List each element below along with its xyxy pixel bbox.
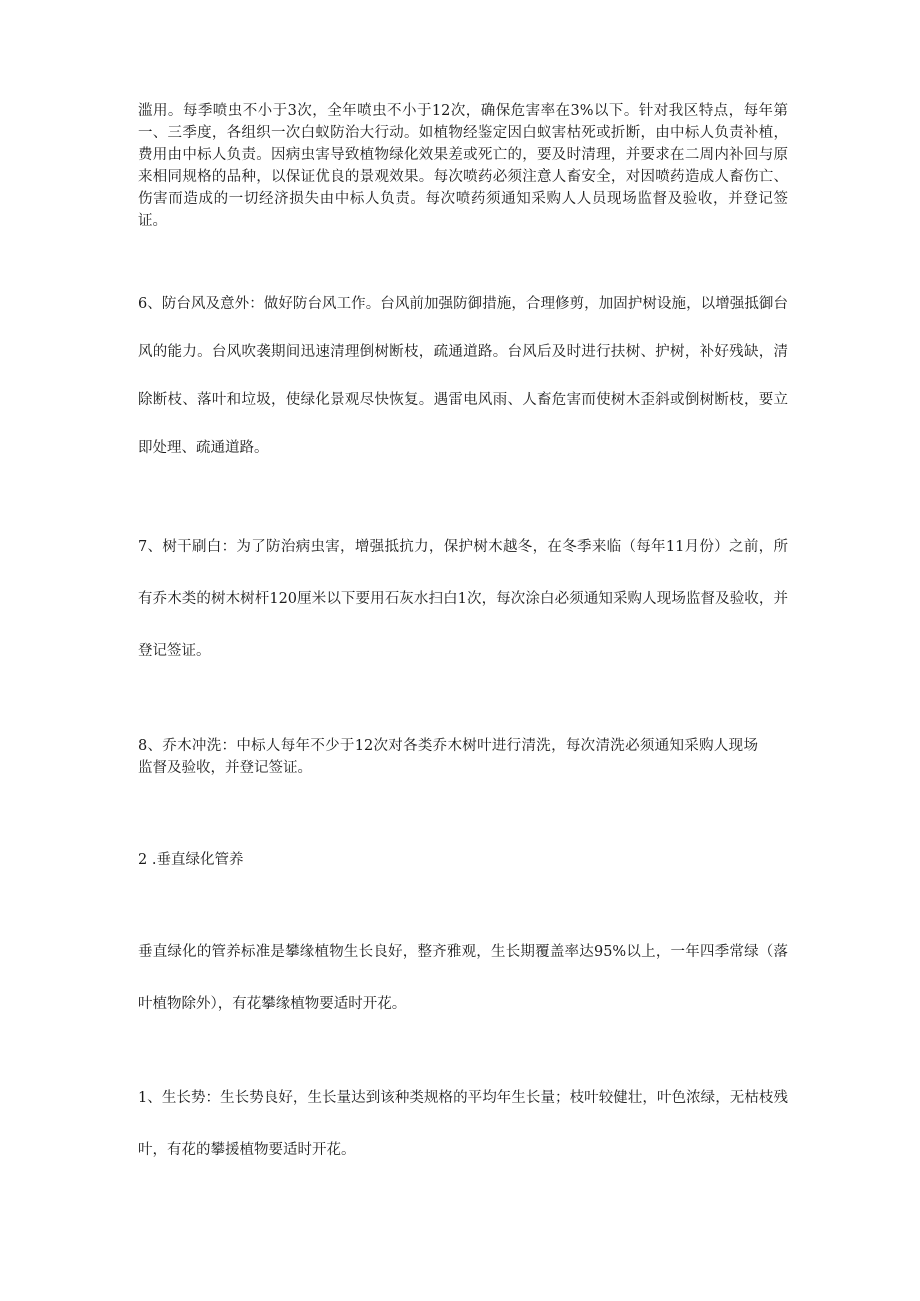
paragraph-typhoon-prevention: 6、防台风及意外：做好防台风工作。台风前加强防御措施，合理修剪，加固护树设施，以增强抵御台风的能力。台风吹袭期间迅速清理倒树断枝，疏通道路。台风后及时进行扶树、护树，补好残缺，清除断枝、落叶和垃圾，使绿化景观尽快恢复。遇雷电风雨、人畜危害而使树木歪斜或倒树断枝，要立即处理、疏通道路。 xyxy=(138,296,788,456)
paragraph-vertical-greening-standard: 垂直绿化的管养标准是攀缘植物生长良好，整齐雅观，生长期覆盖率达95%以上，一年四季常绿（落叶植物除外），有花攀缘植物要适时开花。 xyxy=(138,944,788,1012)
paragraph-growth-vigor: 1、生长势：生长势良好，生长量达到该种类规格的平均年生长量；枝叶较健壮，叶色浓绿，无枯枝残叶，有花的攀援植物要适时开花。 xyxy=(138,1090,788,1158)
paragraph-pest-control: 滥用。每季喷虫不小于3次，全年喷虫不小于12次，确保危害率在3%以下。针对我区特点，每年第一、三季度，各组织一次白蚁防治大行动。如植物经鉴定因白蚁害枯死或折断，由中标人负责补植，费用由中标人负责。因病虫害导致植物绿化效果差或死亡的，要及时清理，并要求在二周内补回与原来相同规格的品种，以保证优良的景观效果。每次喷药必须注意人畜安全，对因喷药造成人畜伤亡、伤害而造成的一切经济损失由中标人负责。每次喷药须通知采购人人员现场监督及验收，并登记签证。 xyxy=(138,103,788,229)
section-heading-vertical-greening: 2 .垂直绿化管养 xyxy=(138,852,244,868)
paragraph-tree-washing: 8、乔木冲洗：中标人每年不少于12次对各类乔木树叶进行清洗，每次清洗必须通知采购人现场监督及验收，并登记签证。 xyxy=(138,738,758,776)
paragraph-trunk-whitening: 7、树干刷白：为了防治病虫害，增强抵抗力，保护树木越冬，在冬季来临（每年11月份）之前，所有乔木类的树木树杆120厘米以下要用石灰水扫白1次，每次涂白必须通知采购人现场监督及验收，并登记签证。 xyxy=(138,539,788,659)
